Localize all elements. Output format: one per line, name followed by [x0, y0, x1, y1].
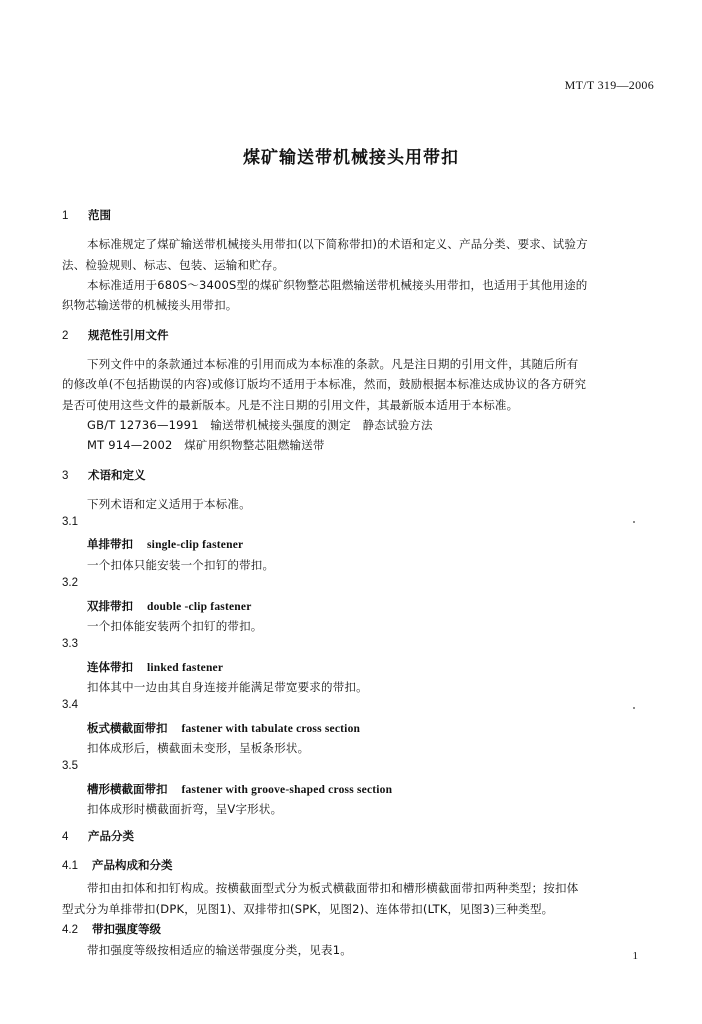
term-definition: 一个扣体只能安装一个扣钉的带扣。 [87, 558, 275, 572]
term-heading [87, 781, 392, 797]
term-en: linked fastener [147, 662, 224, 674]
term-number: 3.3 [62, 638, 78, 650]
subsection-4-1-line2: 型式分为单排带扣(DPK，见图1)、双排带扣(SPK，见图2)、连体带扣(LTK，见图3)三种类型。 [62, 902, 554, 916]
section-number: 2 [62, 330, 69, 342]
section-number: 3 [62, 470, 69, 482]
term-definition: 扣体成形后，横截面未变形，呈板条形状。 [87, 741, 310, 755]
section-2-heading [62, 327, 169, 343]
section-1-p2-line2: 织物芯输送带的机械接头用带扣。 [62, 298, 238, 312]
section-number: 4 [62, 831, 69, 843]
term-heading [87, 536, 243, 552]
term-cn: 连体带扣 [87, 660, 133, 674]
term-cn: 双排带扣 [87, 599, 133, 613]
section-2-p1-line1: 下列文件中的条款通过本标准的引用而成为本标准的条款。凡是注日期的引用文件，其随后所有 [87, 357, 579, 371]
subsection-number: 4.1 [62, 860, 78, 872]
term-heading [87, 720, 360, 736]
term-heading [87, 598, 252, 614]
section-title: 范围 [88, 208, 111, 222]
scan-speck [633, 521, 635, 523]
page-number: 1 [632, 950, 638, 962]
scan-speck [633, 707, 635, 709]
section-2-p1-line3: 是否可使用这些文件的最新版本。凡是不注日期的引用文件，其最新版本适用于本标准。 [62, 398, 519, 412]
section-title: 规范性引用文件 [88, 328, 169, 342]
section-1-p1-line1: 本标准规定了煤矿输送带机械接头用带扣(以下简称带扣)的术语和定义、产品分类、要求、试验方 [87, 237, 588, 251]
subsection-title: 产品构成和分类 [92, 858, 173, 872]
subsection-4-1-line1: 带扣由扣体和扣钉构成。按横截面型式分为板式横截面带扣和槽形横截面带扣两种类型；按扣体 [87, 881, 579, 895]
section-title: 术语和定义 [88, 468, 146, 482]
term-en: fastener with tabulate cross section [181, 723, 361, 735]
section-2-p1-line2: 的修改单(不包括勘误的内容)或修订版均不适用于本标准，然而，鼓励根据本标准达成协议的各方研究 [62, 377, 587, 391]
subsection-title: 带扣强度等级 [92, 922, 161, 936]
term-en: single-clip fastener [147, 539, 244, 551]
term-definition: 扣体成形时横截面折弯，呈V字形状。 [87, 802, 283, 816]
term-heading [87, 659, 223, 675]
subsection-4-2-heading [62, 921, 161, 937]
doc-code: MT/T 319—2006 [564, 78, 654, 92]
reference-gbt-12736: GB/T 12736—1991 输送带机械接头强度的测定 静态试验方法 [87, 418, 433, 432]
section-title: 产品分类 [88, 829, 134, 843]
section-1-p2-line1: 本标准适用于680S～3400S型的煤矿织物整芯阻燃输送带机械接头用带扣，也适用于其他用途的 [87, 278, 588, 292]
term-en: double -clip fastener [147, 601, 252, 613]
subsection-4-1-heading [62, 857, 173, 873]
term-number: 3.1 [62, 516, 78, 528]
term-cn: 板式横截面带扣 [87, 721, 168, 735]
document-title: 煤矿输送带机械接头用带扣 [243, 148, 459, 168]
term-definition: 扣体其中一边由其自身连接并能满足带宽要求的带扣。 [87, 680, 368, 694]
term-cn: 槽形横截面带扣 [87, 782, 168, 796]
subsection-4-2-line1: 带扣强度等级按相适应的输送带强度分类，见表1。 [87, 943, 352, 957]
section-4-heading [62, 828, 134, 844]
section-number: 1 [62, 210, 69, 222]
section-3-intro: 下列术语和定义适用于本标准。 [87, 497, 251, 511]
section-1-p1-line2: 法、检验规则、标志、包装、运输和贮存。 [62, 258, 285, 272]
section-3-heading [62, 467, 146, 483]
subsection-number: 4.2 [62, 924, 78, 936]
term-definition: 一个扣体能安装两个扣钉的带扣。 [87, 619, 263, 633]
term-number: 3.4 [62, 699, 78, 711]
section-1-heading [62, 207, 111, 223]
term-en: fastener with groove-shaped cross section [181, 784, 393, 796]
term-cn: 单排带扣 [87, 537, 133, 551]
reference-mt-914: MT 914—2002 煤矿用织物整芯阻燃输送带 [87, 438, 325, 452]
term-number: 3.5 [62, 760, 78, 772]
term-number: 3.2 [62, 577, 78, 589]
